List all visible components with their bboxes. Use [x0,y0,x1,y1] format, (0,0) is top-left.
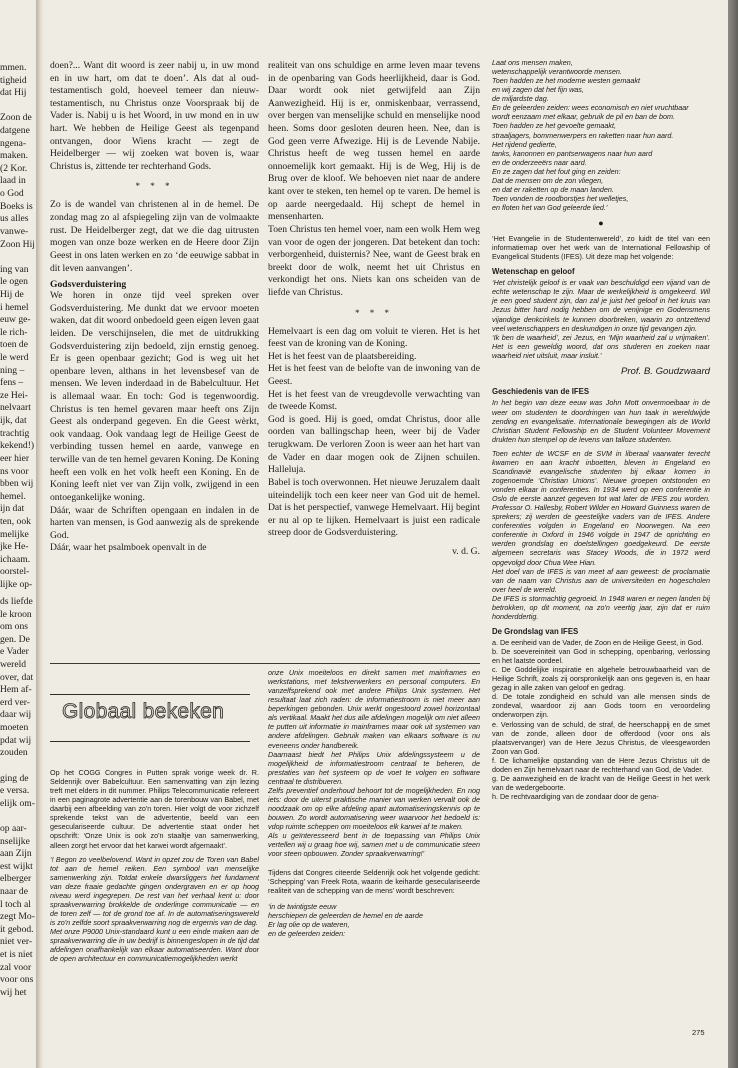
poem-line: ‘in de twintigste eeuw [268,901,337,911]
edge-line: Boeks is [0,200,33,212]
poem-line: wordt eenzaam met elkaar, gebruik de pil en ban de bom. [492,112,675,122]
edge-line: Zoon Hij [0,238,35,250]
edge-line: le ogen [0,276,28,288]
edge-line: elijk om- [0,797,35,809]
edge-line: nelvaart [0,402,31,414]
edge-line: nselijke [0,835,30,847]
poem-line: en floten het van God geleerde lied.’ [492,203,608,212]
bullet-separator: ● [598,218,604,229]
edge-line: eer hier [0,452,30,464]
edge-line: jke He- [0,541,29,553]
edge-line: kekend!) [0,440,35,452]
globaal-quote: Met onze P9000 Unix-standaard kunt u een einde maken aan de spraakverwarring die in uw bedrijf is binnengeslopen in de tijd dat afdelingen onafhankelijk van elkaar automatiseerden. Want door de open architectuur en communicatiemogelijkheden werkt [50,927,259,964]
edge-line: fens – [0,377,24,389]
edge-line: maken. [0,150,28,162]
edge-line: laad in [0,175,26,187]
poem-line: wetenschappelijk verantwoorde mensen. [492,67,622,77]
globaal-paragraph: Op het COGG Congres in Putten sprak vorige week dr. R. Seldenrijk over Babelcultuur. Een samenvatting van zijn lezing treft met elders in dit nummer. Philips Telecommunicatie refereert in een paginagrote advertentie aan de torenbouw van Babel, met daarbij een afbeelding van zo'n toren. Hier volgt de voor zichzelf sprekende tekst van de advertentie, beeld van een geseculariseerde cultuur. De advertentie staat onder het opschrift: ‘Onze Unix is ook zo'n staaltje van samenwerking, alleen zorgt het ervoor dat het karwei wordt afgemaakt’. [50,768,259,850]
poem-line: Toen hadden ze het moderne westen gemaakt [492,76,640,86]
col2b-quote: Als u geïnteresseerd bent in de toepassing van Philips Unix vertellen wij u graag hoe wij, samen met u de communicatie steen voor steen opbouwen. Zonder spraakverwarring!’ [268,831,480,859]
col2-paragraph: Toen Christus ten hemel voer, nam een wolk Hem weg van voor de ogen der jongeren. Dat betekent dan toch: verborgenheid, duisternis? Nee, want de Geest brak en breekt door de wolk, neemt het uit Christus en verkondigt het ons. Niets kan ons scheiden van de liefde van Christus. [268,223,480,298]
col3-paragraph: De IFES is stormachtig gegroeid. In 1948 waren er negen landen bij betrokken, op dit moment, na zo'n veertig jaar, zijn dat er ruim honderddertig. [492,593,710,621]
subheading-wetenschap: Wetenschap en geloof [492,267,575,277]
poem-line: de miljardste dag. [492,94,549,104]
page-number: 275 [692,1028,705,1037]
edge-line: et is niet [0,949,33,961]
poem-line: herschiepen de geleerden de hemel en de aarde [268,910,424,920]
col3-paragraph: Toen echter de WCSF en de SVM in liberaal vaarwater terecht kwamen en aan kracht inboetten, bleven in Engeland en Scandinavië evangelische studenten bij elkaar komen in zogenoemde ‘Christian Unions’. Nieuwe groepen ontstonden en vonden elkaar in conferenties. In 1934 werd op een conferentie in Oslo de eerste aanzet gegeven tot wat later de IFES zou worden. Professor O. Hallesby, Robert Wilder en Howard Guinness waren de sprekers; zij werden de geestelijke vaders van de IFES. Andere conferenties volgden in Engeland en Noorwegen. Na een conferentie in Oxford in 1946 volgde in 1947 de oprichting en werden grondslag en doelstellingen goedgekeurd. De eerste algemeen secretaris was Stacey Woods, die in 1972 werd opgevolgd door Chua Wee Hian. [492,448,710,567]
poem-line: en dat er raketten op de maan landen. [492,184,614,194]
poem [268,902,480,938]
poem-line: Toen vonden de roodborstjes het welletjes, [492,193,629,203]
col1-paragraph: We horen in onze tijd veel spreken over Godsverduistering. Me dunkt dat we ervoor moeten waken, dat dit woord onbedoeld geen eigen leven gaat leiden. De verschijnselen, die met de uitdrukking Godsverduistering zijn bedoeld, zijn ernstig genoeg. Er is geen openbaar gezicht; God is weg uit het openbare leven, althans in het levensbesef van de mensen. We leven inderdaad in de Babelcultuur. Het is allemaal waar. En toch: God is tegenwoordig. Christus is ten hemel gevaren maar heeft ons Zijn Geest als onderpand gegeven. En die Geest wèrkt, ook vandaag. Ook vandaag legt de Heilige Geest de verbinding tussen hemel en aarde, vanwege en terwille van de ten hemel gevaren Koning. De Koning heeft een volk en het volk heeft een Koning. En de Koning leeft niet ver van Zijn volk, zwijgend in een ontoegankelijke woning. [50,290,259,503]
poem-line: Dat de mensen om de zon vliegen, [492,175,604,185]
edge-line: o God [0,188,24,200]
col2b-quote: Daarnaast biedt het Philips Unix afdelingssysteem u de mogelijkheid de informatiestroom centraal te beheren, de prestaties van het systeem op de voet te volgen en software centraal te distribueren. [268,749,480,786]
left-page-edge-top [0,62,36,590]
column-3 [492,58,710,1026]
edge-line: ze Hei- [0,389,28,401]
poem-continued [492,58,710,212]
edge-line: hemel. [0,490,26,502]
edge-line: naar de [0,886,28,898]
edge-line: ning – [0,364,25,376]
edge-line: le werd [0,352,29,364]
page-edge [728,0,738,1068]
edge-line: over, dat [0,671,34,683]
edge-line: Hij de [0,288,24,300]
section-stars: * * * [135,181,174,192]
edge-line: op aar- [0,822,27,834]
edge-line: pdat wij [0,734,32,746]
edge-line: ijk, dat [0,415,27,427]
edge-line: zouden [0,747,28,759]
poem-line: tanks, kanonnen en pantserwagens naar hun aard [492,148,653,158]
gutter [36,0,44,1068]
edge-line: voor ons [0,974,34,986]
col1-paragraph: doen?... Want dit woord is zeer nabij u, in uw mond en in uw hart, om dat te doen’. Als dat al oud-testamentisch gold, hoeveel temeer dan nieuw-testamentisch, nu Christus onze Voorspraak bij de Vader is. Nabij u is het Woord, in uw mond en in uw hart. We hebben de Heilige Geest als tegenpand ontvangen, door Wiens kracht — zegt de Heidelberger — wij zoeken wat boven is, waar Christus is, zittende ter rechterhand Gods. [50,60,259,172]
subheading-grondslag: De Grondslag van IFES [492,626,579,636]
col2-paragraph: Hemelvaart is een dag om voluit te vieren. Het is het feest van de kroning van de Koning. [268,325,480,350]
edge-line: le kroon [0,608,32,620]
section-heading: Godsverduistering [50,279,127,291]
edge-line: erd ver- [0,696,30,708]
edge-line: niet ver- [0,936,33,948]
column-2-bottom [268,668,480,1040]
edge-line: ging de [0,772,29,784]
edge-line [0,810,36,823]
edge-line: e versa. [0,785,30,797]
poem-line: Toen hadden ze het gevoelte gemaakt, [492,121,617,131]
edge-line: Zoon de [0,112,32,124]
poem-line: en de geleerden zeiden: [268,928,346,938]
col2b-quote: Zelfs preventief onderhoud behoort tot de mogelijkheden. En nog iets: door de uiterst praktische manier van werken vervalt ook de noodzaak om op elke afdeling apart automatiseringskennis op te bouwen. Zo wordt automatisering weer waarvoor het bedoeld is: vdop ruimte scheppen om moeiteloos elk karwei af te maken. [268,785,480,832]
edge-line: daar wij [0,709,32,721]
subheading-geschiedenis: Geschiedenis van de IFES [492,387,590,397]
quote-author: Prof. B. Goudzwaard [620,365,710,377]
col2-paragraph: Het is het feest van de plaatsbereiding. [268,350,417,362]
edge-line [0,251,36,264]
grondslag-item: f. De lichamelijke opstanding van de Here Jezus Christus uit de doden en Zijn hemelvaart naar de rechterhand van God, de Vader. [492,755,710,774]
col1-paragraph: Dáár, waar het psalmboek openvalt in de [50,542,207,554]
edge-line: ngena- [0,137,27,149]
grondslag-item: d. De totale zondigheid en schuld van alle mensen sinds de zondeval, waardoor zij aan Gods toorn en veroordeling onderworpen zijn. [492,692,710,720]
section-title: Globaal bekeken [62,700,225,723]
poem-line: En de geleerden zeiden: wees economisch en niet vruchtbaar [492,103,689,113]
section-divider [50,663,480,664]
edge-line: mmen. [0,62,27,73]
edge-line: tigheid [0,74,27,86]
col2-paragraph: God is goed. Hij is goed, omdat Christus, door alle oorden van ballingschap heen, weer bij de Vader terugkwam. De verloren Zoon is weer aan het hart van de Vader en daar mogen ook de Zijnen schuilen. Halleluja. [268,413,480,476]
col1-paragraph: Zo is de wandel van christenen al in de hemel. De zondag mag zo al afspiegeling zijn van de volmaakte rust. De Heidelberger zegt, dat we die dag uitrusten mogen van onze boze werken en de Heere door Zijn Geest in ons laten werken en zo ‘de eeuwige sabbat in dit leven aanvangen’. [50,199,259,274]
poem-line: en de onderzeeërs naar aard. [492,157,587,167]
poem-line: en wij zagen dat het fijn was, [492,85,584,95]
edge-line: ds liefde [0,596,33,607]
grondslag-item: b. De soevereiniteit van God in schepping, openbaring, verlossing en het laatste oordeel. [492,647,710,666]
edge-line: Hem af- [0,684,32,696]
edge-line: euw ge- [0,314,31,326]
edge-line [0,100,36,113]
author-signature: v. d. G. [452,545,480,557]
col2b-quote: onze Unix moeiteloos en direkt samen met mainframes en werkstations, met tekstverwerkers en personal computers. En vanzelfsprekend ook met andere Philips Unix systemen. Het resultaat laat zich raden: de informatiestroom is niet meer aan beperkingen gebonden. Unix werkt ongestoord zowel horizontaal als vertikaal. Maakt het dus alle afdelingen mogelijk om niet alleen te putten uit informatie in mainframes maar ook uit systemen van andere afdelingen. Gebruik maken van elkaars software is nu eveneens onder handbereik. [268,668,480,750]
edge-line: moeten [0,722,29,734]
edge-line: ten, ook [0,515,31,527]
edge-line: it gebod. [0,923,34,935]
edge-line: wij het [0,986,27,998]
column-2 [268,60,480,660]
col2-paragraph: Het is het feest van de vreugdevolle verwachting van de tweede Komst. [268,388,480,413]
edge-line: ing van [0,263,29,275]
edge-line [0,760,36,773]
edge-line: i hemel [0,301,29,313]
col2b-paragraph: Tijdens dat Congres citeerde Seldenrijk ook het volgende gedicht: ‘Schepping’ van Freek Rota, waarin de keiharde geseculariseerde realiteit van de schepping van de mens’ wordt beschreven: [268,868,480,896]
edge-line: ns voor [0,465,29,477]
col1-paragraph: Dáár, waar de Schriften opengaan en indalen in de harten van mensen, is God aanwezig als de sprekende God. [50,504,259,541]
edge-line: ijn dat [0,503,25,515]
edge-line: toen de [0,339,28,351]
poem-line: straaljagers, bommenwerpers en raketten naar hun aard. [492,130,674,140]
edge-line: aan Zijn [0,848,32,860]
section-stars: * * * [355,307,393,318]
poem-line: Er lag olie op de wateren, [268,919,350,929]
edge-line: trachtig [0,427,30,439]
grondslag-item: h. De rechtvaardiging van de zondaar door de gena- [492,792,659,802]
edge-line: e Vader [0,646,29,658]
edge-line: wereld [0,659,27,671]
edge-line: melijke [0,528,29,540]
col3-quote: ‘Ik ben de waarheid’, zei Jezus, en ‘Mijn waarheid zal u vrijmaken’. Het is een geweldig woord, dat ons studeren en zoeken naar waarheid niet uitsluit, maar insluit.’ [492,332,710,360]
edge-line: datgene [0,125,30,137]
col3-quote: ‘Het christelijk geloof is er vaak van beschuldigd een vijand van de echte wetenschap te zijn. Maar de werkelijkheid is omgekeerd. Wil je een goed student zijn, dan zal je juist het geloof in het kruis van Jezus bitter hard nodig hebben om de venijnige en Godensmens vijandige denkcirkels te kunnen doorbreken, waarin zo ontzettend veel wetenschappers en deskundigen in onze tijd gevangen zijn. [492,278,710,333]
col2-paragraph: realiteit van ons schuldige en arme leven maar tevens in de openbaring van Gods heerlijkheid, daar is God. Daar wordt ook niet getwijfeld aan Zijn Aanwezigheid. Hij is er, onmiskenbaar, verrassend, over bergen van menselijke schuld en menselijke nood heen. Soms door gesloten deuren heen. Nee, dan is God geen verre Afwezige. Hij is de Levende Nabije. Christus heeft de weg tussen hemel en aarde onnoemelijk kort gemaakt. Hij is de Weg, Hij is de Brug over de kloof. We behoeven niet naar de andere kant over te steken, ten hemel op te varen. De hemel is op aarde neergedaald. Hij schept de hemel in mensenharten. [268,60,480,223]
globaal-column [50,768,259,1040]
left-page-edge-bottom [0,596,36,1036]
globaal-quote: ‘! Begon zo veelbelovend. Want in opzet zou de Toren van Babel tot aan de hemel reiken. Een symbool van menselijke samenwerking zijn. Totdat enkele dwarsliggers het fundament van deze fraaie gedachte gingen ondergraven en er op hoog niveau werd ingegrepen. De rest van het verhaal kent u: door spraakverwarring brokkelde de onderlinge communicatie — en de toren zelf — tot de grond toe af. In de automatiseringswereld is zo'n zelfde soort spraakverwarring nog de ergernis van de dag. [50,854,259,927]
edge-line: l toch al [0,898,31,910]
edge-line: gen. De [0,633,30,645]
edge-line: us alles [0,213,29,225]
column-1 [50,60,259,664]
col3-paragraph: Het doel van de IFES is van meet af aan geweest: de proclamatie van de naam van Christus aan de universiteiten en hogescholen over heel de wereld. [492,566,710,594]
ifes-intro: ‘Het Evangelie in de Studentenwereld’, zo luidt de titel van een informatiemap over het werk van de International Fellowship of Evangelical Students (IFES). Uit deze map het volgende: [492,234,710,262]
col2-paragraph: Babel is toch overwonnen. Het nieuwe Jeruzalem daalt uiteindelijk toch een keer neer van God uit de hemel. Dat is het perspectief, vanwege Hemelvaart. Hij begint er nu al op te lijken. Hemelvaart is juist een radicale streep door de Godsverduistering. [268,476,480,539]
col2-paragraph: Het is het feest van de belofte van de inwoning van de Geest. [268,363,480,388]
poem-line: En ze zagen dat het fout ging en zeiden: [492,166,621,176]
col3-paragraph: In het begin van deze eeuw was John Mott onvermoeibaar in de weer om studenten te doordringen van hun taak in wereldwijde zending en evangelisatie. Internationale bewegingen als de World Christian Student Fellowship en de Student Volunteer Movement drukten hun stempel op de levens van talloze studenten. [492,398,710,444]
edge-line: zal voor [0,961,32,973]
grondslag-item: a. De eenheid van de Vader, de Zoon en de Heilige Geest, in God. [492,637,704,647]
edge-line: zegt Mo- [0,911,35,923]
edge-line: vanwe- [0,225,29,237]
edge-line: est wijkt [0,860,33,872]
poem-line: Laat ons mensen maken, [492,58,573,67]
poem-line: Het rijdend gedierte, [492,139,557,149]
edge-line: bben wij [0,478,34,490]
edge-line: lijke op- [0,578,33,590]
edge-line: elberger [0,873,32,885]
grondslag-item: e. Verlossing van de schuld, de straf, de heerschappij en de smet van de zonde, alleen door de offerdood (voor ons als plaatsvervanger) van de Here Jezus Christus, de vleesgeworden Zoon van God. [492,719,710,756]
edge-line: dat Hij [0,87,27,99]
grondslag-item: c. De Goddelijke inspiratie en algehele betrouwbaarheid van de Heilige Schrift, zoals zij oorspronkelijk aan ons gegeven is, en haar gezag in alle zaken van geloof en gedrag. [492,665,710,693]
grondslag-item: g. De aanwezigheid en de kracht van de Heilige Geest in het werk van de wedergeboorte. [492,773,710,792]
edge-line: om ons [0,621,28,633]
edge-line: ichaam. [0,553,31,565]
edge-line: (2 Kor. [0,162,28,174]
edge-line: le rich- [0,326,28,338]
edge-line: oorstel- [0,566,30,578]
